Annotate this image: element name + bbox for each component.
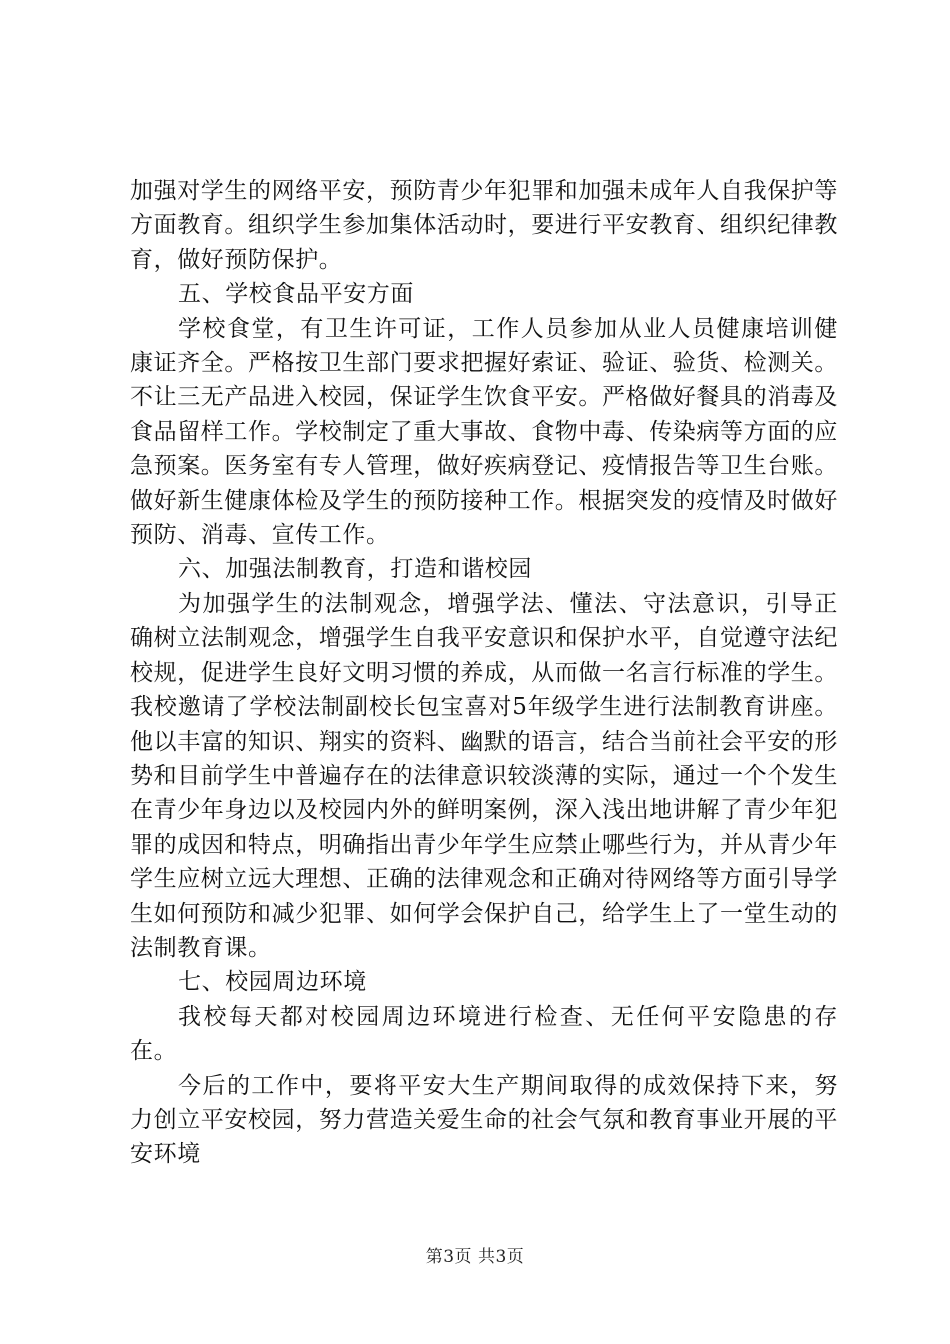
document-body bbox=[130, 174, 838, 1172]
paragraph-legal-education: 为加强学生的法制观念，增强学法、懂法、守法意识，引导正确树立法制观念，增强学生自我平安意识和保护水平，自觉遵守法纪校规，促进学生良好文明习惯的养成，从而做一名言行标准的学生。我校邀请了学校法制副校长包宝喜对5年级学生进行法制教育讲座。他以丰富的知识、翔实的资料、幽默的语言，结合当前社会平安的形势和目前学生中普遍存在的法律意识较淡薄的实际，通过一个个发生在青少年身边以及校园内外的鲜明案例，深入浅出地讲解了青少年犯罪的成因和特点，明确指出青少年学生应禁止哪些行为，并从青少年学生应树立远大理想、正确的法律观念和正确对待网络等方面引导学生如何预防和减少犯罪、如何学会保护自己，给学生上了一堂生动的法制教育课。 bbox=[130, 590, 838, 961]
page-indicator: 第3页 共3页 bbox=[425, 1247, 525, 1267]
section-heading-legal-education: 六、加强法制教育，打造和谐校园 bbox=[178, 556, 532, 583]
paragraph-campus-surroundings: 我校每天都对校园周边环境进行检查、无任何平安隐患的存在。 bbox=[130, 1003, 838, 1065]
paragraph-food-safety: 学校食堂，有卫生许可证，工作人员参加从业人员健康培训健康证齐全。严格按卫生部门要求把握好索证、验证、验货、检测关。不让三无产品进入校园，保证学生饮食平安。严格做好餐具的消毒及食品留样工作。学校制定了重大事故、食物中毒、传染病等方面的应急预案。医务室有专人管理，做好疾病登记、疫情报告等卫生台账。做好新生健康体检及学生的预防接种工作。根据突发的疫情及时做好预防、消毒、宣传工作。 bbox=[130, 315, 838, 549]
paragraph-continued: 加强对学生的网络平安，预防青少年犯罪和加强未成年人自我保护等方面教育。组织学生参加集体活动时，要进行平安教育、组织纪律教育，做好预防保护。 bbox=[130, 178, 838, 273]
section-heading-food-safety: 五、学校食品平安方面 bbox=[178, 281, 414, 308]
paragraph-conclusion: 今后的工作中，要将平安大生产期间取得的成效保持下来，努力创立平安校园，努力营造关爱生命的社会气氛和教育事业开展的平安环境 bbox=[130, 1072, 838, 1168]
page-footer bbox=[0, 1242, 950, 1267]
section-heading-campus-surroundings: 七、校园周边环境 bbox=[178, 969, 367, 996]
